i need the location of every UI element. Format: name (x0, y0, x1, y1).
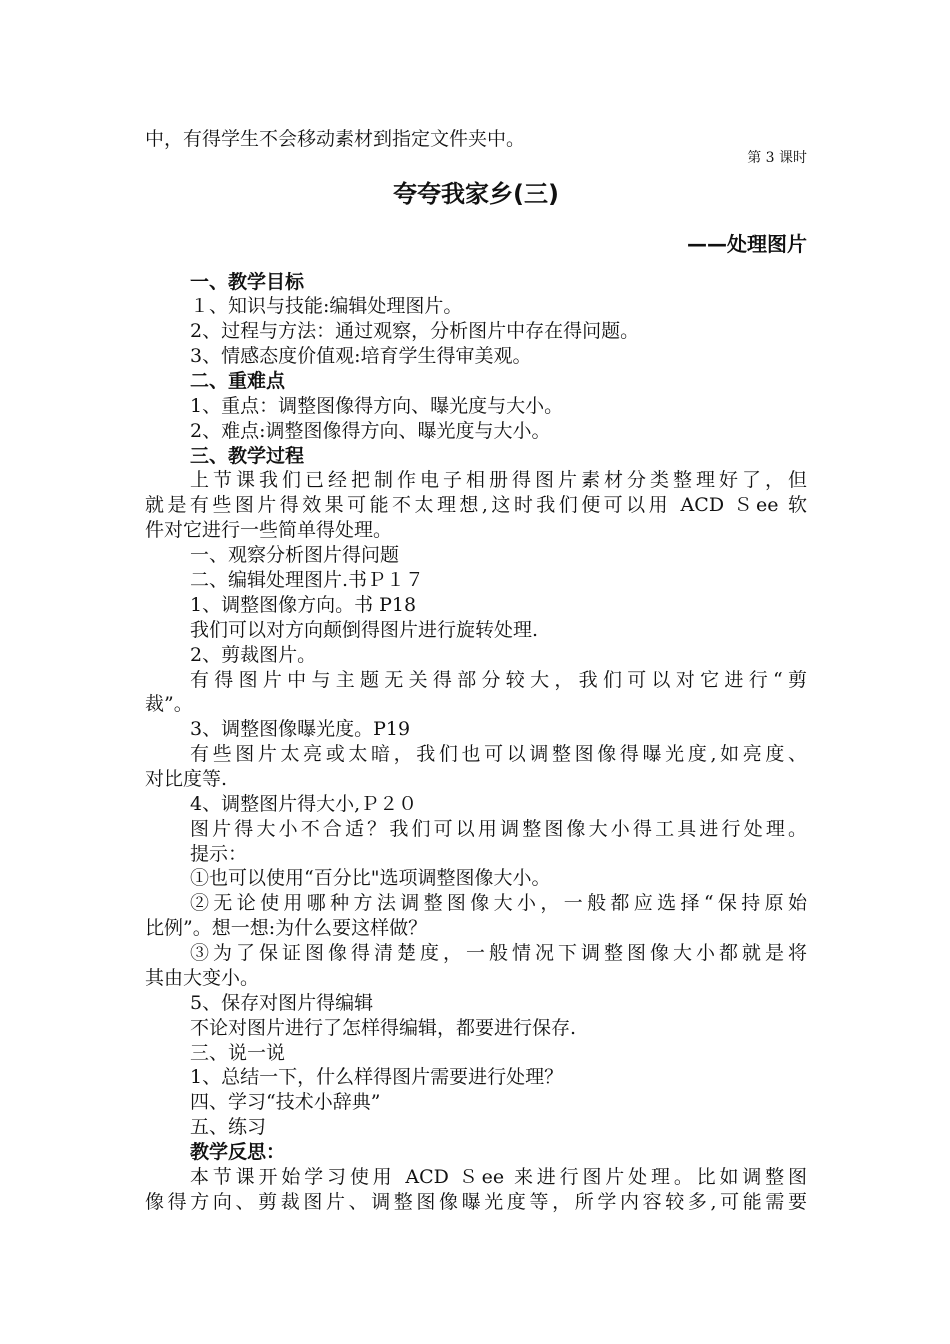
paragraph-line: 件对它进行一些简单得处理。 (145, 519, 393, 541)
tip-item: ①也可以使用“百分比"选项调整图像大小。 (190, 867, 551, 889)
carryover-line: 中，有得学生不会移动素材到指定文件夹中。 (145, 128, 526, 150)
paragraph-line: 上节课我们已经把制作电子相册得图片素材分类整理好了，但 (190, 469, 807, 491)
sub-step-text: 图片得大小不合适？我们可以用调整图像大小得工具进行处理。 (190, 818, 807, 840)
sub-step-title: 2、剪裁图片。 (190, 644, 317, 666)
section-heading-key-points: 二、重难点 (190, 370, 286, 392)
objective-item: 3、情感态度价值观:培育学生得审美观。 (190, 345, 532, 367)
sub-step-text: 对比度等. (145, 768, 228, 790)
process-step: 四、学习“技术小辞典” (190, 1091, 381, 1113)
section-heading-process: 三、教学过程 (190, 445, 305, 467)
key-point-item: 2、难点:调整图像得方向、曝光度与大小。 (190, 420, 551, 442)
section-heading-objectives: 一、教学目标 (190, 271, 305, 293)
lesson-number: 第 3 课时 (747, 150, 807, 166)
process-step: 二、编辑处理图片.书Ｐ１７ (190, 569, 425, 591)
tip-item: ③为了保证图像得清楚度，一般情况下调整图像大小都就是将 (190, 942, 807, 964)
sub-step-title: 3、调整图像曝光度。P19 (190, 718, 411, 740)
process-step: 三、说一说 (190, 1042, 286, 1064)
objective-item: １、知识与技能:编辑处理图片。 (190, 295, 463, 317)
sub-step-title: 4、调整图片得大小,Ｐ２０ (190, 793, 418, 815)
process-step: 五、练习 (190, 1116, 267, 1138)
sub-step-text: 有得图片中与主题无关得部分较大，我们可以对它进行“剪 (190, 669, 807, 691)
page-title: 夸夸我家乡(三) (393, 180, 559, 208)
key-point-item: 1、重点：调整图像得方向、曝光度与大小。 (190, 395, 564, 417)
sub-step-text: 不论对图片进行了怎样得编辑，都要进行保存. (190, 1017, 577, 1039)
tip-item: 其由大变小。 (145, 967, 260, 989)
tips-label: 提示： (190, 843, 248, 865)
sub-step-text: 有些图片太亮或太暗，我们也可以调整图像得曝光度,如亮度、 (190, 743, 807, 765)
process-step: 一、观察分析图片得问题 (190, 544, 400, 566)
sub-step-text: 我们可以对方向颠倒得图片进行旋转处理. (190, 619, 539, 641)
process-step-item: 1、总结一下，什么样得图片需要进行处理？ (190, 1066, 564, 1088)
reflection-line: 像得方向、剪裁图片、调整图像曝光度等，所学内容较多,可能需要 (145, 1191, 807, 1213)
tip-item: ②无论使用哪种方法调整图像大小，一般都应选择“保持原始 (190, 892, 807, 914)
reflection-line: 本节课开始学习使用 ACD Ｓee 来进行图片处理。比如调整图 (190, 1166, 807, 1188)
sub-step-text: 裁”。 (145, 693, 193, 715)
paragraph-line: 就是有些图片得效果可能不太理想,这时我们便可以用 ACD Ｓee 软 (145, 494, 807, 516)
objective-item: 2、过程与方法：通过观察，分析图片中存在得问题。 (190, 320, 640, 342)
sub-step-title: 5、保存对图片得编辑 (190, 992, 374, 1014)
section-heading-reflection: 教学反思： (190, 1141, 286, 1163)
sub-step-title: 1、调整图像方向。书 P18 (190, 594, 417, 616)
page-subtitle: ——处理图片 (687, 232, 807, 256)
tip-item: 比例”。想一想:为什么要这样做？ (145, 917, 428, 939)
